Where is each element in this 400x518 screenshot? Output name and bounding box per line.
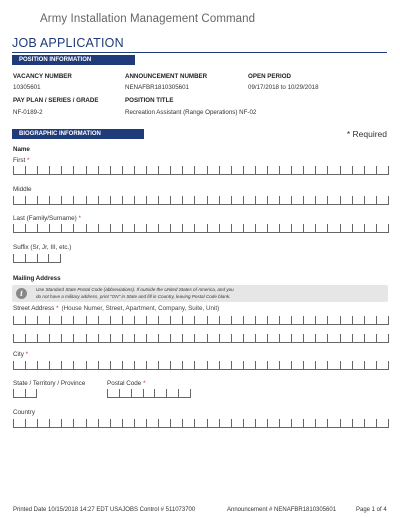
character-cell [73,419,85,427]
character-cell [158,224,170,232]
character-cell [158,419,170,427]
character-cell [279,419,291,427]
character-cell [25,254,37,262]
biographic-information-bar: BIOGRAPHIC INFORMATION [12,129,144,139]
character-cell [327,224,339,232]
character-cell [170,419,182,427]
character-cell [98,316,110,324]
character-cell [255,334,267,342]
character-cell [219,166,231,174]
character-cell [73,361,85,369]
character-cell [279,361,291,369]
character-cell [134,166,146,174]
character-cell [279,316,291,324]
character-cell [279,334,291,342]
character-cell [86,316,98,324]
character-cell [340,334,352,342]
country-input[interactable] [13,419,389,428]
character-cell [25,361,37,369]
character-cell [37,254,49,262]
character-cell [231,166,243,174]
character-cell [25,334,37,342]
character-cell [352,224,364,232]
character-cell [255,419,267,427]
footer-announcement-number: Announcement # NENAFBR1810305601 [227,507,337,513]
character-cell [327,334,339,342]
last-name-input[interactable] [13,224,389,233]
character-cell [207,224,219,232]
character-cell [170,334,182,342]
city-label: City * [13,351,29,358]
character-cell [303,224,315,232]
character-cell [154,389,166,397]
character-cell [86,334,98,342]
page-number: Page 1 of 4 [356,507,387,513]
character-cell [25,389,38,397]
character-cell [327,361,339,369]
character-cell [146,224,158,232]
character-cell [364,316,376,324]
character-cell [352,361,364,369]
character-cell [25,419,37,427]
position-title-label: POSITION TITLE [125,97,174,104]
character-cell [303,166,315,174]
character-cell [364,224,376,232]
character-cell [340,419,352,427]
postal-code-input[interactable] [107,389,191,398]
character-cell [231,419,243,427]
character-cell [61,361,73,369]
character-cell [146,196,158,204]
character-cell [48,254,61,262]
character-cell [376,361,389,369]
first-name-label: First * [13,157,30,164]
state-label: State / Territory / Province [13,380,86,387]
character-cell [13,361,25,369]
character-cell [255,361,267,369]
address-info-note [12,285,388,302]
character-cell [37,316,49,324]
character-cell [243,316,255,324]
character-cell [352,419,364,427]
character-cell [110,361,122,369]
street-address-label: Street Address * (House Numer, Street, Apartment, Company, Suite, Unit) [13,305,220,312]
postal-code-label: Postal Code * [107,380,146,387]
character-cell [219,334,231,342]
character-cell [315,224,327,232]
character-cell [146,334,158,342]
character-cell [25,316,37,324]
character-cell [207,361,219,369]
character-cell [143,389,155,397]
character-cell [158,361,170,369]
character-cell [219,316,231,324]
character-cell [49,361,61,369]
character-cell [98,361,110,369]
character-cell [364,166,376,174]
character-cell [13,254,25,262]
character-cell [13,419,25,427]
character-cell [352,334,364,342]
character-cell [194,361,206,369]
character-cell [107,389,119,397]
first-name-input[interactable] [13,166,389,175]
character-cell [231,334,243,342]
character-cell [231,316,243,324]
character-cell [303,361,315,369]
character-cell [267,419,279,427]
required-note: * Required [346,129,387,139]
character-cell [110,196,122,204]
name-heading: Name [13,146,30,153]
character-cell [49,196,61,204]
character-cell [110,224,122,232]
character-cell [207,196,219,204]
character-cell [182,334,194,342]
character-cell [279,224,291,232]
character-cell [146,419,158,427]
character-cell [122,196,134,204]
character-cell [243,419,255,427]
character-cell [98,196,110,204]
character-cell [279,166,291,174]
character-cell [122,334,134,342]
character-cell [110,334,122,342]
character-cell [49,334,61,342]
character-cell [134,361,146,369]
character-cell [315,419,327,427]
character-cell [255,196,267,204]
middle-name-input[interactable] [13,196,389,205]
country-label: Country [13,409,36,416]
printed-date: Printed Date 10/15/2018 14:27 EDT USAJOBS Control # 511073700 [13,507,196,513]
character-cell [352,196,364,204]
character-cell [86,361,98,369]
character-cell [122,316,134,324]
state-input[interactable] [13,389,37,398]
character-cell [61,196,73,204]
character-cell [134,419,146,427]
character-cell [291,166,303,174]
character-cell [327,196,339,204]
character-cell [158,196,170,204]
character-cell [13,334,25,342]
character-cell [13,224,25,232]
pay-plan-label: PAY PLAN / SERIES / GRADE [13,97,99,104]
position-title-value: Recreation Assistant (Range Operations) NF-02 [125,109,257,116]
character-cell [255,166,267,174]
character-cell [182,419,194,427]
character-cell [122,419,134,427]
character-cell [255,224,267,232]
character-cell [110,166,122,174]
suffix-input[interactable] [13,254,61,263]
character-cell [376,334,389,342]
pay-plan-value: NF-0189-2 [13,109,43,116]
street-address-input-line1[interactable] [13,316,389,325]
character-cell [170,196,182,204]
character-cell [376,224,389,232]
character-cell [231,361,243,369]
character-cell [267,316,279,324]
vacancy-number-value: 10305601 [13,84,41,91]
character-cell [194,224,206,232]
character-cell [364,361,376,369]
character-cell [13,166,25,174]
character-cell [122,361,134,369]
character-cell [73,316,85,324]
character-cell [146,316,158,324]
character-cell [243,334,255,342]
character-cell [207,334,219,342]
organization-name: Army Installation Management Command [40,13,256,25]
character-cell [303,334,315,342]
character-cell [303,316,315,324]
character-cell [182,196,194,204]
character-cell [37,334,49,342]
address-info-text: Use Standard State Postal Code (abbreviations). If outside the United States of America, and you do not have a military address, print "ON" in State and fill in Country, leaving Postal Code blank. [36,287,234,299]
character-cell [98,166,110,174]
character-cell [158,316,170,324]
character-cell [352,316,364,324]
announcement-number-label: ANNOUNCEMENT NUMBER [125,73,208,80]
character-cell [194,316,206,324]
character-cell [291,224,303,232]
character-cell [219,419,231,427]
character-cell [182,224,194,232]
character-cell [182,166,194,174]
character-cell [98,419,110,427]
character-cell [73,334,85,342]
character-cell [291,334,303,342]
character-cell [134,224,146,232]
character-cell [315,334,327,342]
character-cell [61,224,73,232]
character-cell [170,224,182,232]
character-cell [303,196,315,204]
character-cell [340,166,352,174]
character-cell [291,316,303,324]
middle-name-label: Middle [13,186,32,193]
character-cell [37,224,49,232]
street-address-input-line2[interactable] [13,334,389,343]
character-cell [37,419,49,427]
character-cell [122,166,134,174]
character-cell [134,316,146,324]
character-cell [13,316,25,324]
character-cell [267,224,279,232]
character-cell [279,196,291,204]
character-cell [376,419,389,427]
character-cell [267,334,279,342]
character-cell [49,166,61,174]
character-cell [158,334,170,342]
character-cell [267,196,279,204]
character-cell [315,196,327,204]
open-period-value: 09/17/2018 to 10/29/2018 [248,84,319,91]
vacancy-number-label: VACANCY NUMBER [13,73,72,80]
character-cell [170,361,182,369]
character-cell [170,166,182,174]
character-cell [231,224,243,232]
character-cell [146,361,158,369]
character-cell [291,419,303,427]
character-cell [207,166,219,174]
character-cell [170,316,182,324]
character-cell [146,166,158,174]
character-cell [61,316,73,324]
character-cell [207,419,219,427]
character-cell [73,166,85,174]
character-cell [219,224,231,232]
character-cell [13,389,25,397]
character-cell [376,166,389,174]
character-cell [49,419,61,427]
character-cell [340,316,352,324]
mailing-address-heading: Mailing Address [13,275,61,282]
character-cell [243,224,255,232]
character-cell [110,316,122,324]
last-name-label: Last (Family/Surname) * [13,215,81,222]
info-icon: i [16,288,27,299]
character-cell [267,166,279,174]
character-cell [315,316,327,324]
character-cell [98,334,110,342]
character-cell [267,361,279,369]
character-cell [207,316,219,324]
character-cell [340,361,352,369]
position-information-bar: POSITION INFORMATION [12,55,135,65]
character-cell [86,166,98,174]
character-cell [86,419,98,427]
character-cell [315,166,327,174]
character-cell [340,196,352,204]
character-cell [25,224,37,232]
character-cell [364,196,376,204]
character-cell [73,196,85,204]
character-cell [49,316,61,324]
character-cell [364,334,376,342]
character-cell [61,334,73,342]
suffix-label: Suffix (Sr, Jr, III, etc.) [13,244,72,251]
character-cell [182,361,194,369]
character-cell [291,361,303,369]
character-cell [158,166,170,174]
character-cell [291,196,303,204]
character-cell [194,166,206,174]
character-cell [315,361,327,369]
character-cell [166,389,178,397]
character-cell [37,166,49,174]
character-cell [134,334,146,342]
character-cell [194,334,206,342]
character-cell [37,196,49,204]
character-cell [327,316,339,324]
character-cell [86,224,98,232]
character-cell [61,166,73,174]
character-cell [25,196,37,204]
announcement-number-value: NENAFBR1810305601 [125,84,189,91]
character-cell [352,166,364,174]
character-cell [119,389,131,397]
character-cell [134,196,146,204]
character-cell [131,389,143,397]
open-period-label: OPEN PERIOD [248,73,291,80]
title-divider [12,52,387,53]
city-input[interactable] [13,361,389,370]
character-cell [178,389,191,397]
character-cell [25,166,37,174]
character-cell [194,196,206,204]
character-cell [49,224,61,232]
character-cell [243,166,255,174]
character-cell [37,361,49,369]
character-cell [303,419,315,427]
character-cell [376,316,389,324]
character-cell [364,419,376,427]
character-cell [327,166,339,174]
character-cell [194,419,206,427]
character-cell [182,316,194,324]
character-cell [231,196,243,204]
character-cell [73,224,85,232]
character-cell [110,419,122,427]
character-cell [376,196,389,204]
character-cell [327,419,339,427]
character-cell [61,419,73,427]
character-cell [255,316,267,324]
character-cell [219,196,231,204]
character-cell [219,361,231,369]
character-cell [86,196,98,204]
character-cell [122,224,134,232]
character-cell [243,196,255,204]
character-cell [98,224,110,232]
character-cell [13,196,25,204]
character-cell [243,361,255,369]
character-cell [340,224,352,232]
page-title: JOB APPLICATION [12,36,124,50]
